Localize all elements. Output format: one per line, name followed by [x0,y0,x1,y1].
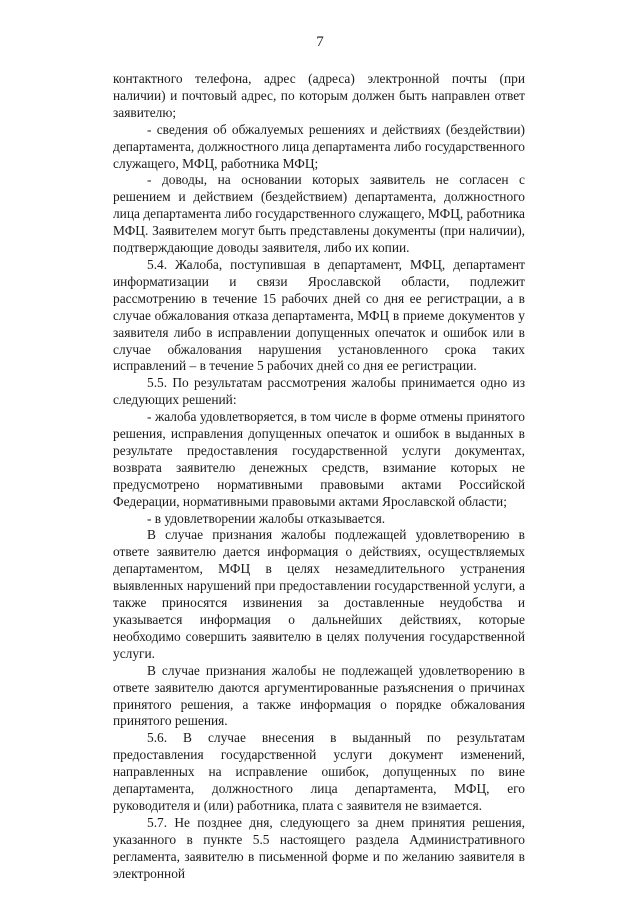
paragraph-list-item-arguments: - доводы, на основании которых заявитель не согласен с решением и действием (бездействием) департамента, должностного лица департамента либо государственного служащего, МФЦ, работника МФЦ. Заявителем могут быть представлены документы (при наличии), подтверждающие доводы заявителя, либо их копии. [113,172,525,256]
page-number: 7 [316,34,324,50]
paragraph-list-item-satisfied: - жалоба удовлетворяется, в том числе в форме отмены принятого решения, исправления допущенных опечаток и ошибок в выданных в результате предоставления государственной услуги документах, возврата заявителю денежных средств, взимание которых не предусмотрено нормативными правовыми актами Российской Федерации, нормативными правовыми актами Ярославской области; [113,409,525,509]
paragraph-satisfied-response: В случае признания жалобы подлежащей удовлетворению в ответе заявителю дается информация о действиях, осуществляемых департаментом, МФЦ в целях незамедлительного устранения выявленных нарушений при предоставлении государственной услуги, а также приносятся извинения за доставленные неудобства и указывается информация о дальнейших действиях, которые необходимо совершить заявителю в целях получения государственной услуги. [113,527,525,661]
paragraph-5-5: 5.5. По результатам рассмотрения жалобы принимается одно из следующих решений: [113,375,525,408]
paragraph-5-7: 5.7. Не позднее дня, следующего за днем принятия решения, указанного в пункте 5.5 настоящего раздела Административного регламента, заявителю в письменной форме и по желанию заявителя в электронной [113,814,525,881]
paragraph-refused-response: В случае признания жалобы не подлежащей удовлетворению в ответе заявителю даются аргументированные разъяснения о причинах принятого решения, а также информация о порядке обжалования принятого решения. [113,662,525,729]
paragraph-list-item-decisions: - сведения об обжалуемых решениях и действиях (бездействии) департамента, должностного лица департамента либо государственного служащего, МФЦ, работника МФЦ; [113,121,525,171]
document-body [113,71,525,883]
paragraph-continuation-contact: контактного телефона, адрес (адреса) электронной почты (при наличии) и почтовый адрес, по которым должен быть направлен ответ заявителю; [113,71,525,120]
paragraph-5-6: 5.6. В случае внесения в выданный по результатам предоставления государственной услуги документ изменений, направленных на исправление ошибок, допущенных по вине департамента, должностного лица департамента, МФЦ, его руководителя и (или) работника, плата с заявителя не взимается. [113,730,525,813]
paragraph-list-item-refused: - в удовлетворении жалобы отказывается. [147,510,386,526]
paragraph-5-4: 5.4. Жалоба, поступившая в департамент, МФЦ, департамент информатизации и связи Ярославской области, подлежит рассмотрению в течение 15 рабочих дней со дня ее регистрации, а в случае обжалования отказа департамента, МФЦ в приеме документов у заявителя либо в исправлении допущенных опечаток и ошибок или в случае обжалования нарушения установленного срока таких исправлений – в течение 5 рабочих дней со дня ее регистрации. [113,256,525,374]
